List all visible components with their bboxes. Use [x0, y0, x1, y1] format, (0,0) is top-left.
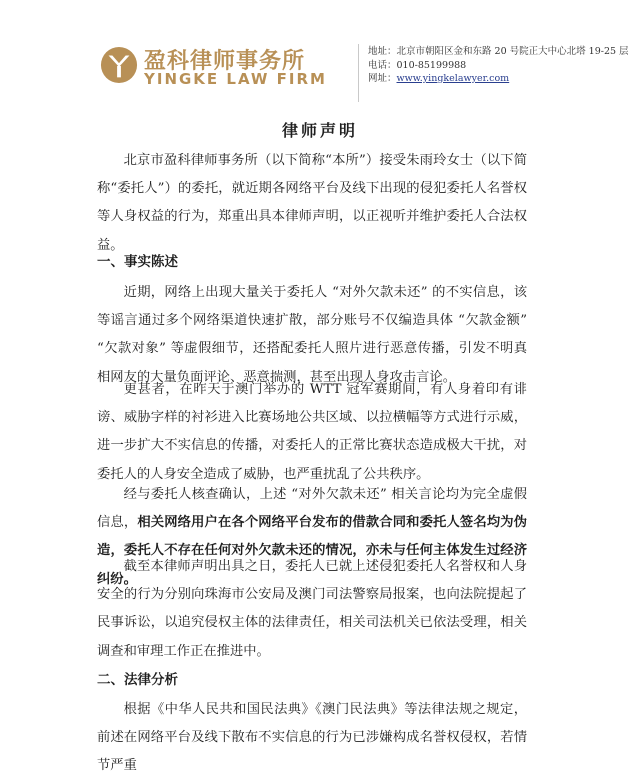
website-link[interactable]: www.yingkelawyer.com — [396, 73, 510, 84]
firm-name-en: YINGKE LAW FIRM — [144, 70, 327, 88]
contact-info — [368, 45, 630, 86]
section1-paragraph-1: 近期，网络上出现大量关于委托人 “对外欠款未还” 的不实信息，该等谣言通过多个网络渠道快速扩散，部分账号不仅编造具体 “欠款金额” “欠款对象” 等虚假细节，还搭配委托人照片进行恶意传播，引发不明真相网友的大量负面评论、恶意揣测，甚至出现人身攻击言论。 — [97, 285, 527, 385]
intro-paragraph: 北京市盈科律师事务所（以下简称“本所”）接受朱雨玲女士（以下简称“委托人”）的委托，就近期各网络平台及线下出现的侵犯委托人名誉权等人身权益的行为，郑重出具本律师声明，以正视听并维护委托人合法权益。 — [97, 153, 527, 253]
section2-paragraph-1: 根据《中华人民共和国民法典》《澳门民法典》等法律法规之规定，前述在网络平台及线下散布不实信息的行为已涉嫌构成名誉权侵权，若情节严重 — [97, 702, 527, 774]
website-line — [368, 72, 630, 86]
section1-heading: 一、事实陈述 — [97, 254, 178, 270]
firm-name-cn: 盈科律师事务所 — [144, 48, 306, 74]
section1-paragraph-4: 截至本律师声明出具之日，委托人已就上述侵犯委托人名誉权和人身安全的行为分别向珠海市公安局及澳门司法警察局报案，也向法院提起了民事诉讼，以追究侵权主体的法律责任，相关司法机关已依法受理，相关调查和审理工作正在推进中。 — [97, 559, 527, 659]
letterhead — [0, 0, 640, 110]
yingke-logo-icon — [100, 46, 138, 84]
document-title: 律师声明 — [281, 121, 358, 140]
address-text: 地址：北京市朝阳区金和东路 20 号院正大中心北塔 19-25 层 — [368, 46, 629, 57]
section1-paragraph-3-normal: 经与委托人核查确认，上述 “对外欠款未还” 相关言论均为完全虚假信息， — [97, 487, 527, 531]
website-label: 网址： — [368, 73, 397, 84]
section2-heading: 二、法律分析 — [97, 672, 178, 688]
section1-paragraph-3-bold: 相关网络用户在各个网络平台发布的借款合同和委托人签名均为伪造，委托人不存在任何对外欠款未还的情况，亦未与任何主体发生过经济纠纷。 — [97, 515, 528, 587]
section1-paragraph-2: 更甚者，在昨天于澳门举办的 WTT 冠军赛期间，有人身着印有诽谤、威胁字样的衬衫进入比赛场地公共区域、以拉横幅等方式进行示威，进一步扩大不实信息的传播，对委托人的正常比赛状态造成极大干扰，对委托人的人身安全造成了威胁，也严重扰乱了公共秩序。 — [97, 382, 527, 482]
phone-text: 电话：010-85199988 — [368, 59, 467, 71]
header-divider — [358, 44, 359, 102]
